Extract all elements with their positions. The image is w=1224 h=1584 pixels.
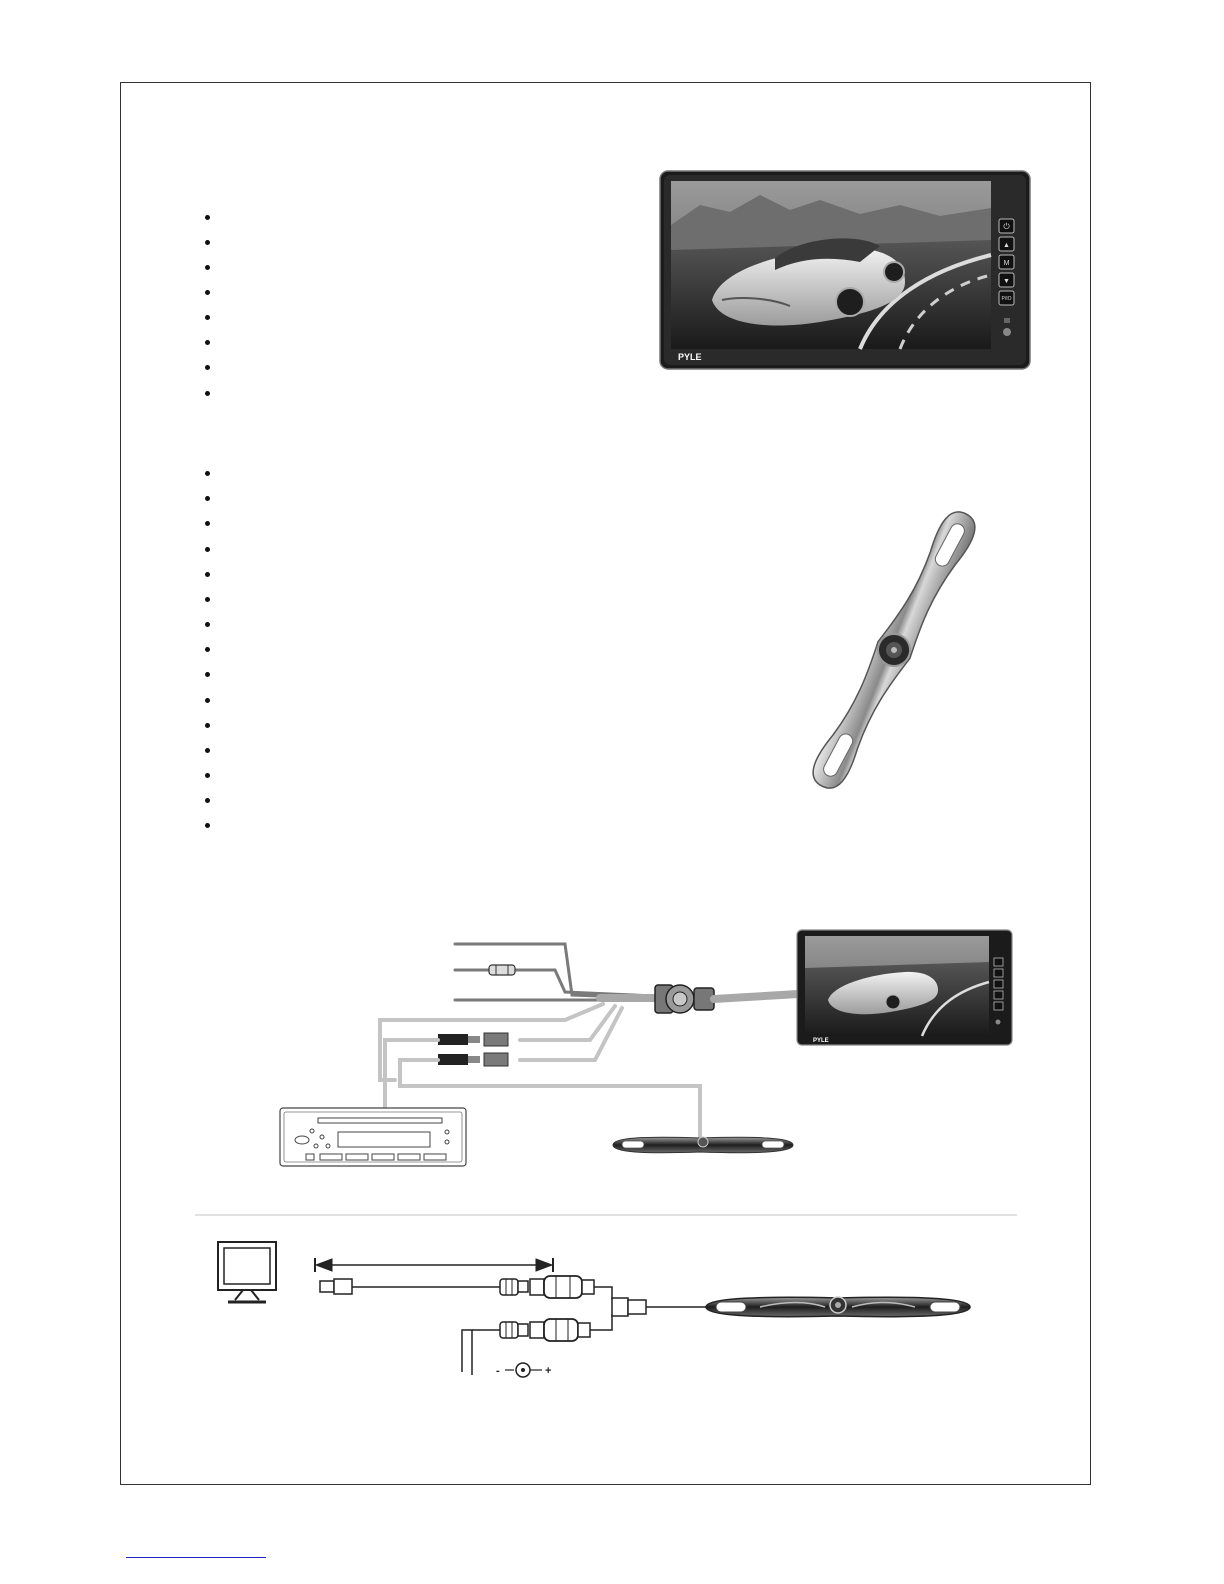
rca-plug-icon: [500, 1279, 528, 1295]
fuse-holder-icon: [489, 965, 515, 975]
footer-link-underline: [126, 1557, 266, 1558]
menu-icon: M: [1003, 260, 1010, 267]
up-arrow-icon: ▲: [1003, 242, 1010, 249]
source-icon: P/IO: [1001, 296, 1012, 302]
monitor-icon: [218, 1242, 276, 1302]
harness-connector-icon: [655, 985, 714, 1013]
license-plate-camera-icon: [706, 1297, 970, 1317]
diagram-camera-illustration: [613, 1137, 793, 1153]
polarity-minus: -: [496, 1365, 500, 1377]
power-icon: ⏻: [1003, 222, 1010, 231]
dc-power-icon: [496, 1363, 551, 1377]
extension-length-arrow: [315, 1258, 553, 1272]
extension-cable: [320, 1276, 706, 1377]
monitor-screen: [671, 181, 991, 349]
brand-logo: PYLE: [678, 352, 702, 362]
monitor-illustration: [660, 171, 1030, 369]
y-splitter-icon: [612, 1298, 706, 1316]
down-arrow-icon: ▼: [1003, 278, 1010, 285]
license-plate-camera-illustration: [806, 506, 982, 795]
polarity-plus: +: [545, 1365, 552, 1377]
diagram-monitor-illustration: [797, 930, 1012, 1045]
diagram-brand-logo: PYLE: [813, 1038, 829, 1044]
car-stereo-icon: [280, 1108, 466, 1166]
power-cable: [462, 1314, 612, 1375]
rca-connector-icon: [438, 1033, 508, 1066]
rca-jack-icon: [530, 1276, 594, 1298]
